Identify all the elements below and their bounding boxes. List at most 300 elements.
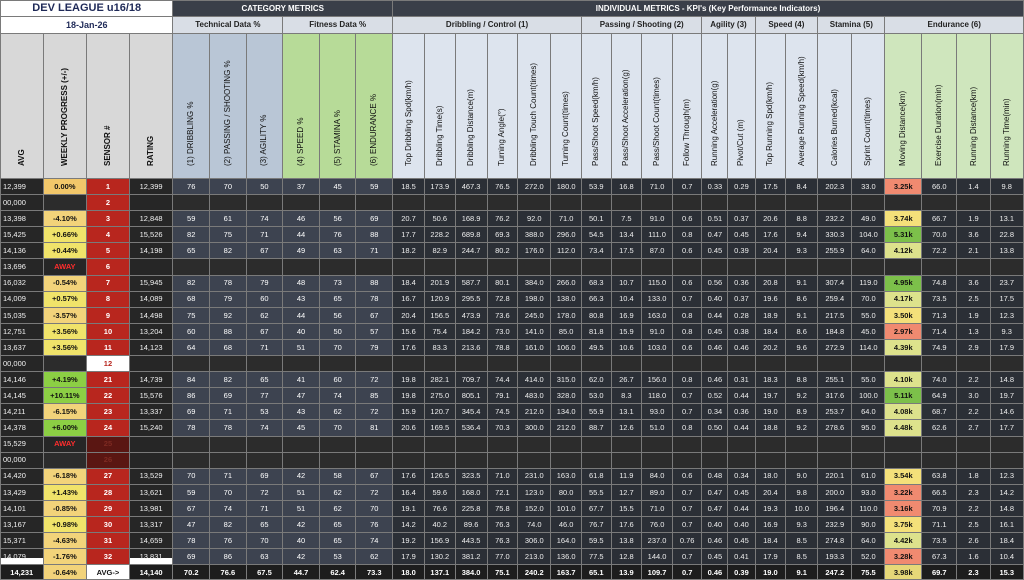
row-ind-7 <box>611 356 642 372</box>
col-ind-18 <box>957 34 990 179</box>
row-rating <box>129 452 173 468</box>
row-ind-12: 17.9 <box>755 549 786 565</box>
row-ind-17: 70.9 <box>922 500 957 516</box>
row-ind-12: 20.8 <box>755 275 786 291</box>
row-ind-5: 328.0 <box>551 388 582 404</box>
row-cat-3: 43 <box>283 291 320 307</box>
col-ind-6-text: Pass/Shoot Speed(km/h) <box>591 77 601 166</box>
row-ind-14: 255.9 <box>818 243 852 259</box>
row-ind-11: 0.44 <box>728 420 755 436</box>
row-rating: 13,529 <box>129 468 173 484</box>
footer-cat-0: 70.2 <box>173 565 210 580</box>
row-weekly-progress: 0.00% <box>43 179 87 195</box>
row-ind-10: 0.47 <box>702 484 728 500</box>
row-ind-13: 8.5 <box>786 549 818 565</box>
row-ind-10: 0.56 <box>702 275 728 291</box>
col-cat-4 <box>319 34 356 179</box>
row-cat-4: 50 <box>319 323 356 339</box>
row-cat-2: 60 <box>246 291 283 307</box>
row-ind-7: 11.9 <box>611 468 642 484</box>
row-cat-2: 79 <box>246 275 283 291</box>
row-ind-5: 178.0 <box>551 307 582 323</box>
row-cat-2: 72 <box>246 484 283 500</box>
row-ind-0: 15.9 <box>393 404 425 420</box>
row-ind-5 <box>551 356 582 372</box>
row-ind-15: 52.0 <box>852 549 885 565</box>
row-sensor-number: 24 <box>87 420 130 436</box>
row-weekly-progress: +10.11% <box>43 388 87 404</box>
row-ind-8: 71.0 <box>642 179 673 195</box>
row-ind-7: 13.1 <box>611 404 642 420</box>
row-cat-5: 85 <box>356 388 393 404</box>
row-ind-14: 259.4 <box>818 291 852 307</box>
col-rating-text: RATING <box>146 135 156 166</box>
row-ind-9: 0.7 <box>672 500 702 516</box>
row-ind-4: 198.0 <box>518 291 551 307</box>
row-cat-4: 73 <box>319 275 356 291</box>
row-ind-10: 0.45 <box>702 243 728 259</box>
row-ind-7: 8.3 <box>611 388 642 404</box>
table-row <box>1 549 1024 565</box>
row-ind-12: 20.6 <box>755 211 786 227</box>
row-cat-3: 44 <box>283 307 320 323</box>
row-cat-3: 51 <box>283 339 320 355</box>
row-ind-15: 55.0 <box>852 307 885 323</box>
footer-ind-5: 163.7 <box>551 565 582 580</box>
row-cat-4: 56 <box>319 307 356 323</box>
row-cat-4: 58 <box>319 468 356 484</box>
row-ind-5: 180.0 <box>551 179 582 195</box>
row-avg: 14,079 <box>1 549 44 565</box>
row-ind-0 <box>393 195 425 211</box>
row-cat-1: 92 <box>210 307 247 323</box>
row-ind-11: 0.46 <box>728 339 755 355</box>
row-avg: 15,425 <box>1 227 44 243</box>
row-ind-10 <box>702 195 728 211</box>
row-ind-12: 19.3 <box>755 500 786 516</box>
row-ind-10: 0.47 <box>702 227 728 243</box>
row-ind-2 <box>455 452 487 468</box>
row-sensor-number: 10 <box>87 323 130 339</box>
row-sensor-number: 1 <box>87 179 130 195</box>
row-sensor-number: 6 <box>87 259 130 275</box>
footer-ind-14: 247.2 <box>818 565 852 580</box>
row-rating <box>129 436 173 452</box>
row-ind-15: 61.0 <box>852 468 885 484</box>
row-avg: 15,529 <box>1 436 44 452</box>
row-ind-4: 176.0 <box>518 243 551 259</box>
row-cat-2: 70 <box>246 533 283 549</box>
row-ind-19: 14.8 <box>990 500 1023 516</box>
row-ind-8 <box>642 195 673 211</box>
row-ind-13: 8.4 <box>786 179 818 195</box>
footer-weekly-progress: -0.64% <box>43 565 87 580</box>
row-ind-4 <box>518 452 551 468</box>
row-ind-12: 20.2 <box>755 339 786 355</box>
row-cat-1: 71 <box>210 404 247 420</box>
row-cat-0: 67 <box>173 500 210 516</box>
row-ind-18: 2.6 <box>957 533 990 549</box>
row-rating: 15,945 <box>129 275 173 291</box>
row-ind-7: 10.4 <box>611 291 642 307</box>
row-ind-13: 9.2 <box>786 420 818 436</box>
row-ind-18: 2.7 <box>957 420 990 436</box>
row-cat-4 <box>319 195 356 211</box>
row-cat-5: 74 <box>356 533 393 549</box>
footer-ind-19: 15.3 <box>990 565 1023 580</box>
row-ind-2: 443.5 <box>455 533 487 549</box>
row-ind-19: 17.9 <box>990 339 1023 355</box>
row-ind-9: 0.8 <box>672 307 702 323</box>
footer-ind-1: 137.1 <box>424 565 455 580</box>
row-ind-18: 2.2 <box>957 372 990 388</box>
footer-cat-3: 44.7 <box>283 565 320 580</box>
row-avg: 13,398 <box>1 211 44 227</box>
row-cat-3: 41 <box>283 372 320 388</box>
row-cat-0: 69 <box>173 404 210 420</box>
row-cat-3: 42 <box>283 516 320 532</box>
row-cat-3: 37 <box>283 179 320 195</box>
report-date: 18-Jan-26 <box>1 17 173 34</box>
row-ind-6 <box>582 259 612 275</box>
row-cat-2: 67 <box>246 323 283 339</box>
col-cat-4-text: (5) STAMINA % <box>332 110 342 166</box>
row-ind-19: 12.3 <box>990 307 1023 323</box>
row-ind-13: 8.5 <box>786 533 818 549</box>
row-ind-5 <box>551 259 582 275</box>
row-cat-4: 65 <box>319 533 356 549</box>
row-ind-14: 232.2 <box>818 211 852 227</box>
row-ind-0: 18.2 <box>393 243 425 259</box>
row-ind-8: 111.0 <box>642 227 673 243</box>
row-ind-10: 0.47 <box>702 500 728 516</box>
table-row <box>1 516 1024 532</box>
row-ind-1: 228.2 <box>424 227 455 243</box>
row-cat-4 <box>319 356 356 372</box>
table-row <box>1 468 1024 484</box>
row-ind-14: 253.7 <box>818 404 852 420</box>
row-cat-4: 56 <box>319 211 356 227</box>
row-ind-19: 13.1 <box>990 211 1023 227</box>
category-metrics-header: CATEGORY METRICS <box>173 1 393 17</box>
row-ind-1 <box>424 436 455 452</box>
col-ind-4 <box>518 34 551 179</box>
row-ind-7: 17.6 <box>611 516 642 532</box>
col-weekly-progress <box>43 34 87 179</box>
row-ind-1: 50.6 <box>424 211 455 227</box>
footer-ind-11: 0.39 <box>728 565 755 580</box>
row-sensor-number: 12 <box>87 356 130 372</box>
row-cat-2: 62 <box>246 307 283 323</box>
row-ind-6: 67.7 <box>582 500 612 516</box>
row-ind-9: 0.7 <box>672 404 702 420</box>
row-ind-7 <box>611 195 642 211</box>
row-sensor-number: 31 <box>87 533 130 549</box>
row-ind-5: 85.0 <box>551 323 582 339</box>
table-row <box>1 436 1024 452</box>
row-ind-6: 62.0 <box>582 372 612 388</box>
row-ind-5: 134.0 <box>551 404 582 420</box>
row-ind-8 <box>642 259 673 275</box>
row-ind-13: 8.6 <box>786 323 818 339</box>
row-ind-18: 2.2 <box>957 404 990 420</box>
row-rating: 12,848 <box>129 211 173 227</box>
row-avg: 14,146 <box>1 372 44 388</box>
row-ind-10: 0.45 <box>702 549 728 565</box>
row-ind-10: 0.46 <box>702 339 728 355</box>
row-sensor-number: 28 <box>87 484 130 500</box>
col-ind-3 <box>487 34 518 179</box>
row-ind-6: 88.7 <box>582 420 612 436</box>
row-cat-5: 67 <box>356 468 393 484</box>
row-ind-12: 16.9 <box>755 516 786 532</box>
footer-cat-4: 62.4 <box>319 565 356 580</box>
row-ind-0: 20.6 <box>393 420 425 436</box>
row-ind-17: 74.0 <box>922 372 957 388</box>
row-weekly-progress: +0.66% <box>43 227 87 243</box>
row-ind-14: 330.3 <box>818 227 852 243</box>
row-cat-1: 82 <box>210 372 247 388</box>
row-ind-6 <box>582 452 612 468</box>
row-cat-5: 69 <box>356 211 393 227</box>
row-ind-19: 10.4 <box>990 549 1023 565</box>
row-ind-3 <box>487 436 518 452</box>
row-ind-0: 18.4 <box>393 275 425 291</box>
row-ind-9 <box>672 195 702 211</box>
row-ind-0: 19.8 <box>393 388 425 404</box>
row-ind-2: 805.1 <box>455 388 487 404</box>
table-row <box>1 259 1024 275</box>
row-cat-4: 76 <box>319 227 356 243</box>
row-ind-1: 126.5 <box>424 468 455 484</box>
col-ind-1 <box>424 34 455 179</box>
row-ind-13: 9.1 <box>786 307 818 323</box>
row-cat-2: 71 <box>246 339 283 355</box>
row-cat-1 <box>210 356 247 372</box>
row-ind-4: 74.0 <box>518 516 551 532</box>
row-ind-13 <box>786 259 818 275</box>
row-ind-3: 72.1 <box>487 484 518 500</box>
row-ind-2: 689.8 <box>455 227 487 243</box>
row-ind-4: 245.0 <box>518 307 551 323</box>
row-rating: 12,399 <box>129 179 173 195</box>
row-cat-3: 48 <box>283 275 320 291</box>
row-ind-10: 0.45 <box>702 323 728 339</box>
row-ind-7: 13.4 <box>611 227 642 243</box>
row-ind-13: 9.0 <box>786 468 818 484</box>
row-rating <box>129 259 173 275</box>
row-ind-16: 4.42k <box>885 533 922 549</box>
row-cat-0: 76 <box>173 179 210 195</box>
row-weekly-progress <box>43 452 87 468</box>
col-ind-5 <box>551 34 582 179</box>
row-ind-13: 9.3 <box>786 516 818 532</box>
row-cat-5: 88 <box>356 227 393 243</box>
row-cat-4: 60 <box>319 372 356 388</box>
row-ind-17: 66.7 <box>922 211 957 227</box>
table-row <box>1 420 1024 436</box>
row-sensor-number: 2 <box>87 195 130 211</box>
row-cat-4: 62 <box>319 500 356 516</box>
row-ind-17: 71.4 <box>922 323 957 339</box>
row-cat-4: 63 <box>319 243 356 259</box>
col-ind-9 <box>672 34 702 179</box>
row-cat-1: 74 <box>210 500 247 516</box>
row-cat-5: 78 <box>356 291 393 307</box>
row-ind-15: 95.0 <box>852 420 885 436</box>
row-ind-12: 18.4 <box>755 533 786 549</box>
row-ind-6: 53.9 <box>582 179 612 195</box>
row-ind-3 <box>487 452 518 468</box>
row-ind-1: 275.0 <box>424 388 455 404</box>
row-ind-11: 0.44 <box>728 388 755 404</box>
footer-ind-18: 2.3 <box>957 565 990 580</box>
row-sensor-number: 4 <box>87 227 130 243</box>
footer-ind-10: 0.46 <box>702 565 728 580</box>
row-ind-5: 138.0 <box>551 291 582 307</box>
row-ind-5: 112.0 <box>551 243 582 259</box>
row-ind-3: 76.3 <box>487 533 518 549</box>
col-ind-1-text: Dribbling Time(s) <box>434 105 444 166</box>
row-ind-5 <box>551 436 582 452</box>
row-ind-13: 8.8 <box>786 211 818 227</box>
row-cat-1: 78 <box>210 420 247 436</box>
row-ind-7 <box>611 452 642 468</box>
row-ind-10: 0.34 <box>702 404 728 420</box>
row-ind-18 <box>957 452 990 468</box>
dribbling-group-header: Dribbling / Control (1) <box>393 17 582 34</box>
row-cat-3: 49 <box>283 243 320 259</box>
row-ind-2 <box>455 436 487 452</box>
row-cat-5: 71 <box>356 243 393 259</box>
row-ind-15 <box>852 259 885 275</box>
app-title: DEV LEAGUE u16/18 <box>1 1 173 17</box>
row-ind-11: 0.41 <box>728 549 755 565</box>
row-ind-9: 0.7 <box>672 291 702 307</box>
row-ind-2: 467.3 <box>455 179 487 195</box>
row-ind-0: 19.8 <box>393 372 425 388</box>
row-ind-17: 66.5 <box>922 484 957 500</box>
row-sensor-number: 25 <box>87 436 130 452</box>
row-ind-5: 46.0 <box>551 516 582 532</box>
row-ind-9: 0.6 <box>672 211 702 227</box>
row-weekly-progress: -4.63% <box>43 533 87 549</box>
row-ind-6: 76.7 <box>582 516 612 532</box>
row-ind-16: 4.10k <box>885 372 922 388</box>
row-ind-19: 9.8 <box>990 179 1023 195</box>
row-ind-12: 19.0 <box>755 404 786 420</box>
row-ind-14: 217.5 <box>818 307 852 323</box>
row-ind-18: 2.9 <box>957 339 990 355</box>
row-ind-19: 23.7 <box>990 275 1023 291</box>
table-row <box>1 500 1024 516</box>
row-weekly-progress <box>43 195 87 211</box>
col-ind-19-text: Running Time(min) <box>1001 98 1011 166</box>
col-ind-4-text: Dribbling Touch Count(times) <box>529 62 539 166</box>
row-avg: 15,035 <box>1 307 44 323</box>
row-cat-1: 61 <box>210 211 247 227</box>
row-cat-0 <box>173 452 210 468</box>
col-ind-2-text: Dribbling Distance(m) <box>466 89 476 166</box>
row-avg: 14,378 <box>1 420 44 436</box>
row-ind-5: 101.0 <box>551 500 582 516</box>
row-cat-0: 75 <box>173 307 210 323</box>
row-cat-2: 53 <box>246 404 283 420</box>
footer-ind-9: 0.7 <box>672 565 702 580</box>
row-ind-17: 63.8 <box>922 468 957 484</box>
row-cat-4: 62 <box>319 404 356 420</box>
row-weekly-progress: -3.57% <box>43 307 87 323</box>
row-weekly-progress: AWAY <box>43 259 87 275</box>
row-cat-0 <box>173 195 210 211</box>
row-avg: 14,420 <box>1 468 44 484</box>
row-ind-18: 2.1 <box>957 243 990 259</box>
row-ind-15: 64.0 <box>852 533 885 549</box>
footer-ind-16: 3.98k <box>885 565 922 580</box>
row-ind-17: 73.5 <box>922 533 957 549</box>
col-cat-0-text: (1) DRIBBLING % <box>186 101 196 166</box>
row-ind-12 <box>755 195 786 211</box>
row-ind-2: 168.9 <box>455 211 487 227</box>
row-ind-1: 76.6 <box>424 500 455 516</box>
row-cat-1 <box>210 436 247 452</box>
row-ind-2: 323.5 <box>455 468 487 484</box>
row-ind-9 <box>672 356 702 372</box>
row-ind-16: 5.11k <box>885 388 922 404</box>
row-ind-12: 19.7 <box>755 388 786 404</box>
row-ind-1 <box>424 195 455 211</box>
col-ind-0-text: Top Dribbling Spd(km/h) <box>403 80 413 166</box>
row-ind-2: 213.6 <box>455 339 487 355</box>
row-ind-14: 307.4 <box>818 275 852 291</box>
row-ind-12: 20.4 <box>755 484 786 500</box>
row-ind-13 <box>786 436 818 452</box>
row-ind-6: 68.3 <box>582 275 612 291</box>
table-row <box>1 484 1024 500</box>
row-ind-11: 0.39 <box>728 243 755 259</box>
row-ind-17: 67.3 <box>922 549 957 565</box>
col-ind-17-text: Exercise Duration(min) <box>934 84 944 166</box>
row-cat-1 <box>210 259 247 275</box>
row-ind-0: 15.6 <box>393 323 425 339</box>
footer-cat-5: 73.3 <box>356 565 393 580</box>
row-ind-11 <box>728 452 755 468</box>
row-cat-5: 72 <box>356 484 393 500</box>
row-cat-3 <box>283 356 320 372</box>
row-ind-11: 0.44 <box>728 500 755 516</box>
col-avg <box>1 34 44 179</box>
row-ind-17: 62.6 <box>922 420 957 436</box>
row-ind-14: 184.8 <box>818 323 852 339</box>
footer-ind-8: 109.7 <box>642 565 673 580</box>
row-ind-5: 163.0 <box>551 468 582 484</box>
footer-ind-0: 18.0 <box>393 565 425 580</box>
row-ind-14: 278.6 <box>818 420 852 436</box>
row-ind-6: 55.5 <box>582 484 612 500</box>
row-sensor-number: 29 <box>87 500 130 516</box>
row-ind-13: 8.6 <box>786 291 818 307</box>
col-ind-18-text: Running Distance(km) <box>968 86 978 166</box>
row-cat-4: 53 <box>319 549 356 565</box>
row-avg: 15,371 <box>1 533 44 549</box>
col-ind-10-text: Running Acceleration(g) <box>709 80 719 166</box>
col-ind-14 <box>818 34 852 179</box>
row-cat-2: 65 <box>246 372 283 388</box>
row-avg: 13,167 <box>1 516 44 532</box>
row-cat-5 <box>356 259 393 275</box>
row-ind-16 <box>885 436 922 452</box>
row-ind-2: 536.4 <box>455 420 487 436</box>
